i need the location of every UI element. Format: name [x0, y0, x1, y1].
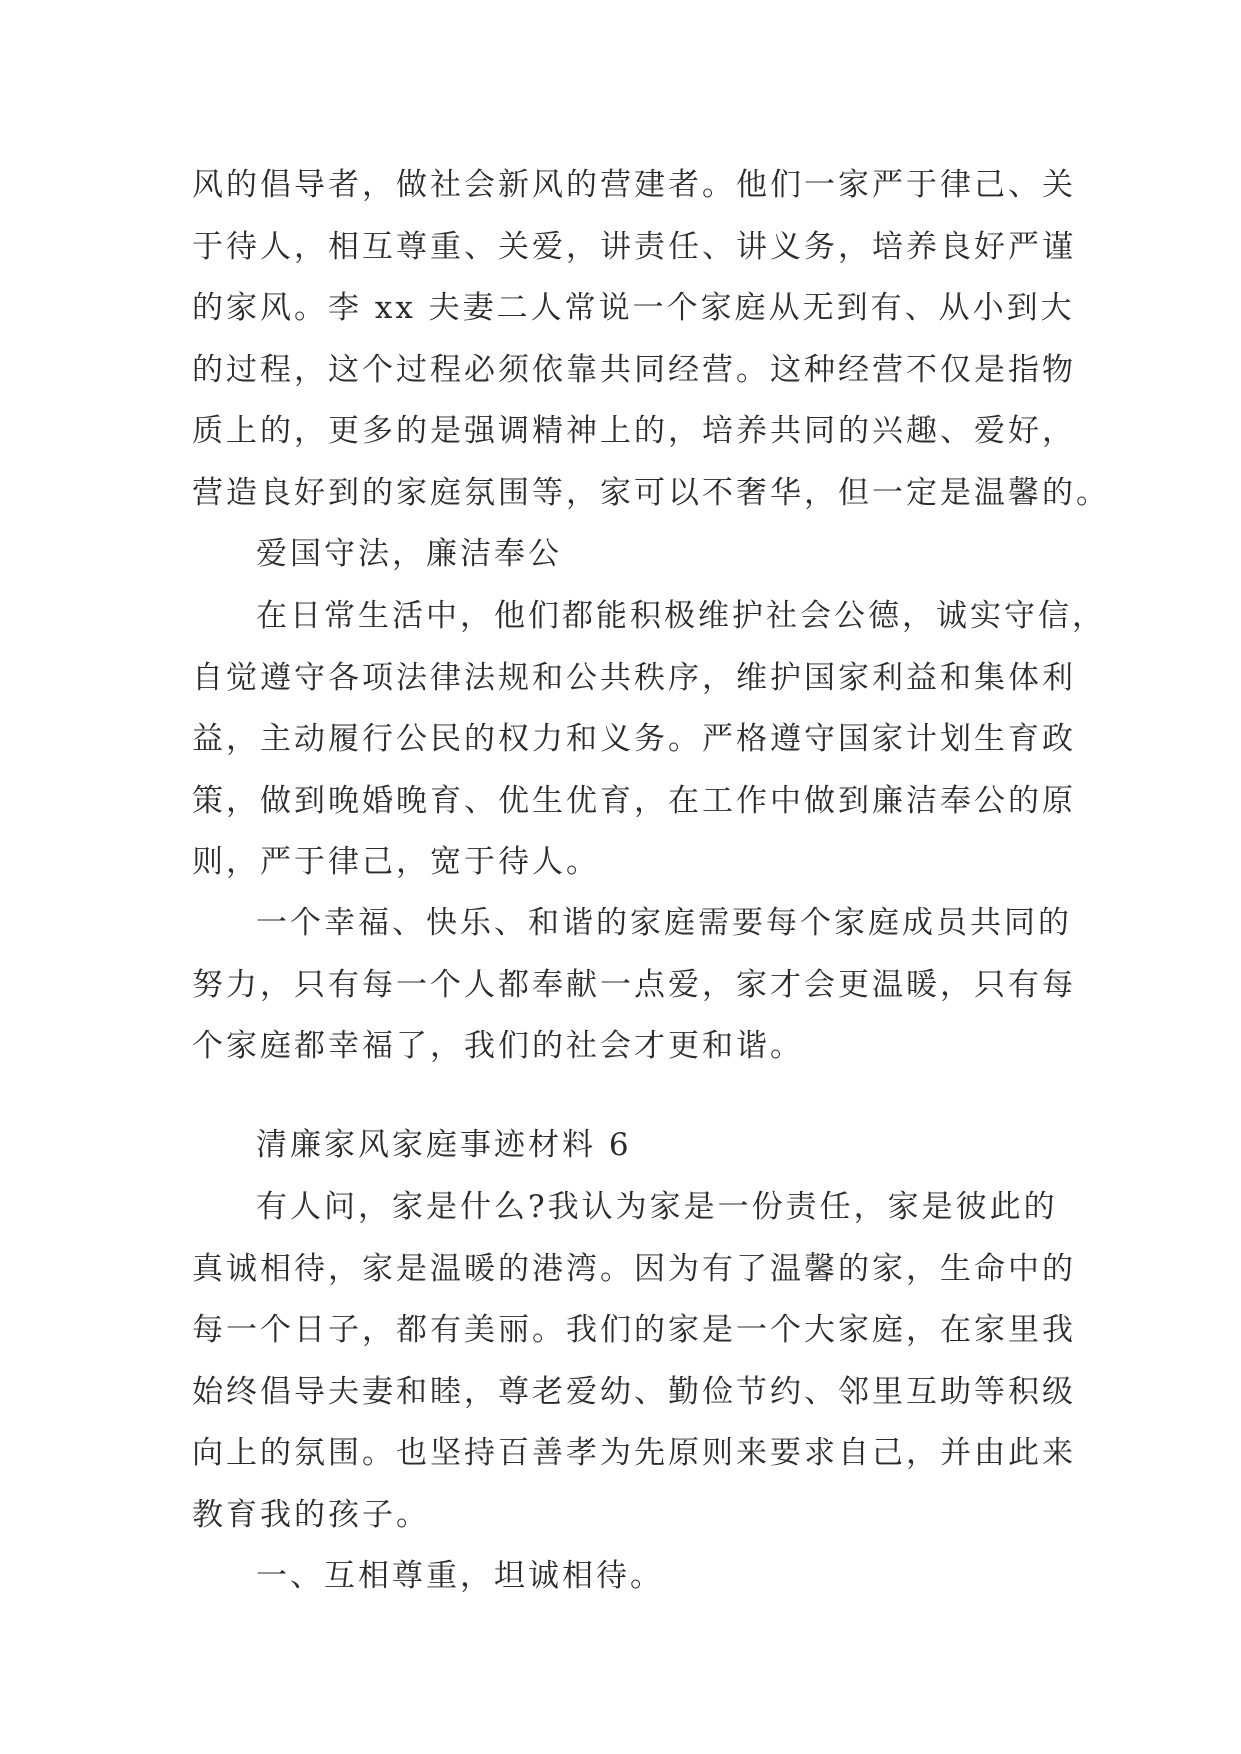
heading-text: 一、互相尊重，坦诚相待。: [256, 1558, 664, 1594]
section-title: [192, 1115, 1052, 1177]
section-title-text: 清廉家风家庭事迹材料 6: [256, 1127, 632, 1163]
paragraph-family-style: [192, 155, 1110, 524]
text-line: 于待人，相互尊重、关爱，讲责任、讲义务，培养良好严谨: [192, 228, 1076, 265]
paragraph-happy-family: [192, 893, 1076, 1078]
text-line: 质上的，更多的是强调精神上的，培养共同的兴趣、爱好，: [192, 413, 1076, 449]
heading-text: 爱国守法，廉洁奉公: [256, 536, 562, 572]
text-line: 一个幸福、快乐、和谐的家庭需要每个家庭成员共同的: [256, 905, 1072, 941]
subheading-mutual-respect: [192, 1546, 1052, 1608]
text-line: 教育我的孩子。: [192, 1496, 430, 1533]
text-line: 营造良好到的家庭氛围等，家可以不奢华，但一定是温馨的。: [192, 474, 1110, 511]
text-line: 风的倡导者，做社会新风的营建者。他们一家严于律己、关: [192, 167, 1076, 203]
text-line: 每一个日子，都有美丽。我们的家是一个大家庭，在家里我: [192, 1312, 1076, 1348]
text-line: 在日常生活中，他们都能积极维护社会公德，诚实守信，: [256, 598, 1106, 634]
text-line: 则，严于律己，宽于待人。: [192, 844, 600, 880]
paragraph-what-is-home: [192, 1177, 1076, 1546]
subheading-patriotism: [192, 524, 1052, 586]
text-line: 始终倡导夫妻和睦，尊老爱幼、勤俭节约、邻里互助等积级: [192, 1373, 1076, 1410]
text-line: 的过程，这个过程必须依靠共同经营。这种经营不仅是指物: [192, 351, 1076, 388]
text-line: 努力，只有每一个人都奉献一点爱，家才会更温暖，只有每: [192, 966, 1076, 1003]
paragraph-law-abiding: [192, 586, 1106, 894]
text-line: 策，做到晚婚晚育、优生优育，在工作中做到廉洁奉公的原: [192, 782, 1076, 819]
text-line: 益，主动履行公民的权力和义务。严格遵守国家计划生育政: [192, 721, 1076, 757]
text-line: 向上的氛围。也坚持百善孝为先原则来要求自己，并由此来: [192, 1435, 1076, 1471]
text-line: 的家风。李 xx 夫妻二人常说一个家庭从无到有、从小到大: [192, 290, 1075, 326]
text-line: 自觉遵守各项法律法规和公共秩序，维护国家利益和集体利: [192, 659, 1076, 696]
text-line: 真诚相待，家是温暖的港湾。因为有了温馨的家，生命中的: [192, 1250, 1076, 1287]
text-line: 个家庭都幸福了，我们的社会才更和谐。: [192, 1028, 804, 1064]
text-line: 有人问，家是什么?我认为家是一份责任，家是彼此的: [256, 1189, 1058, 1225]
